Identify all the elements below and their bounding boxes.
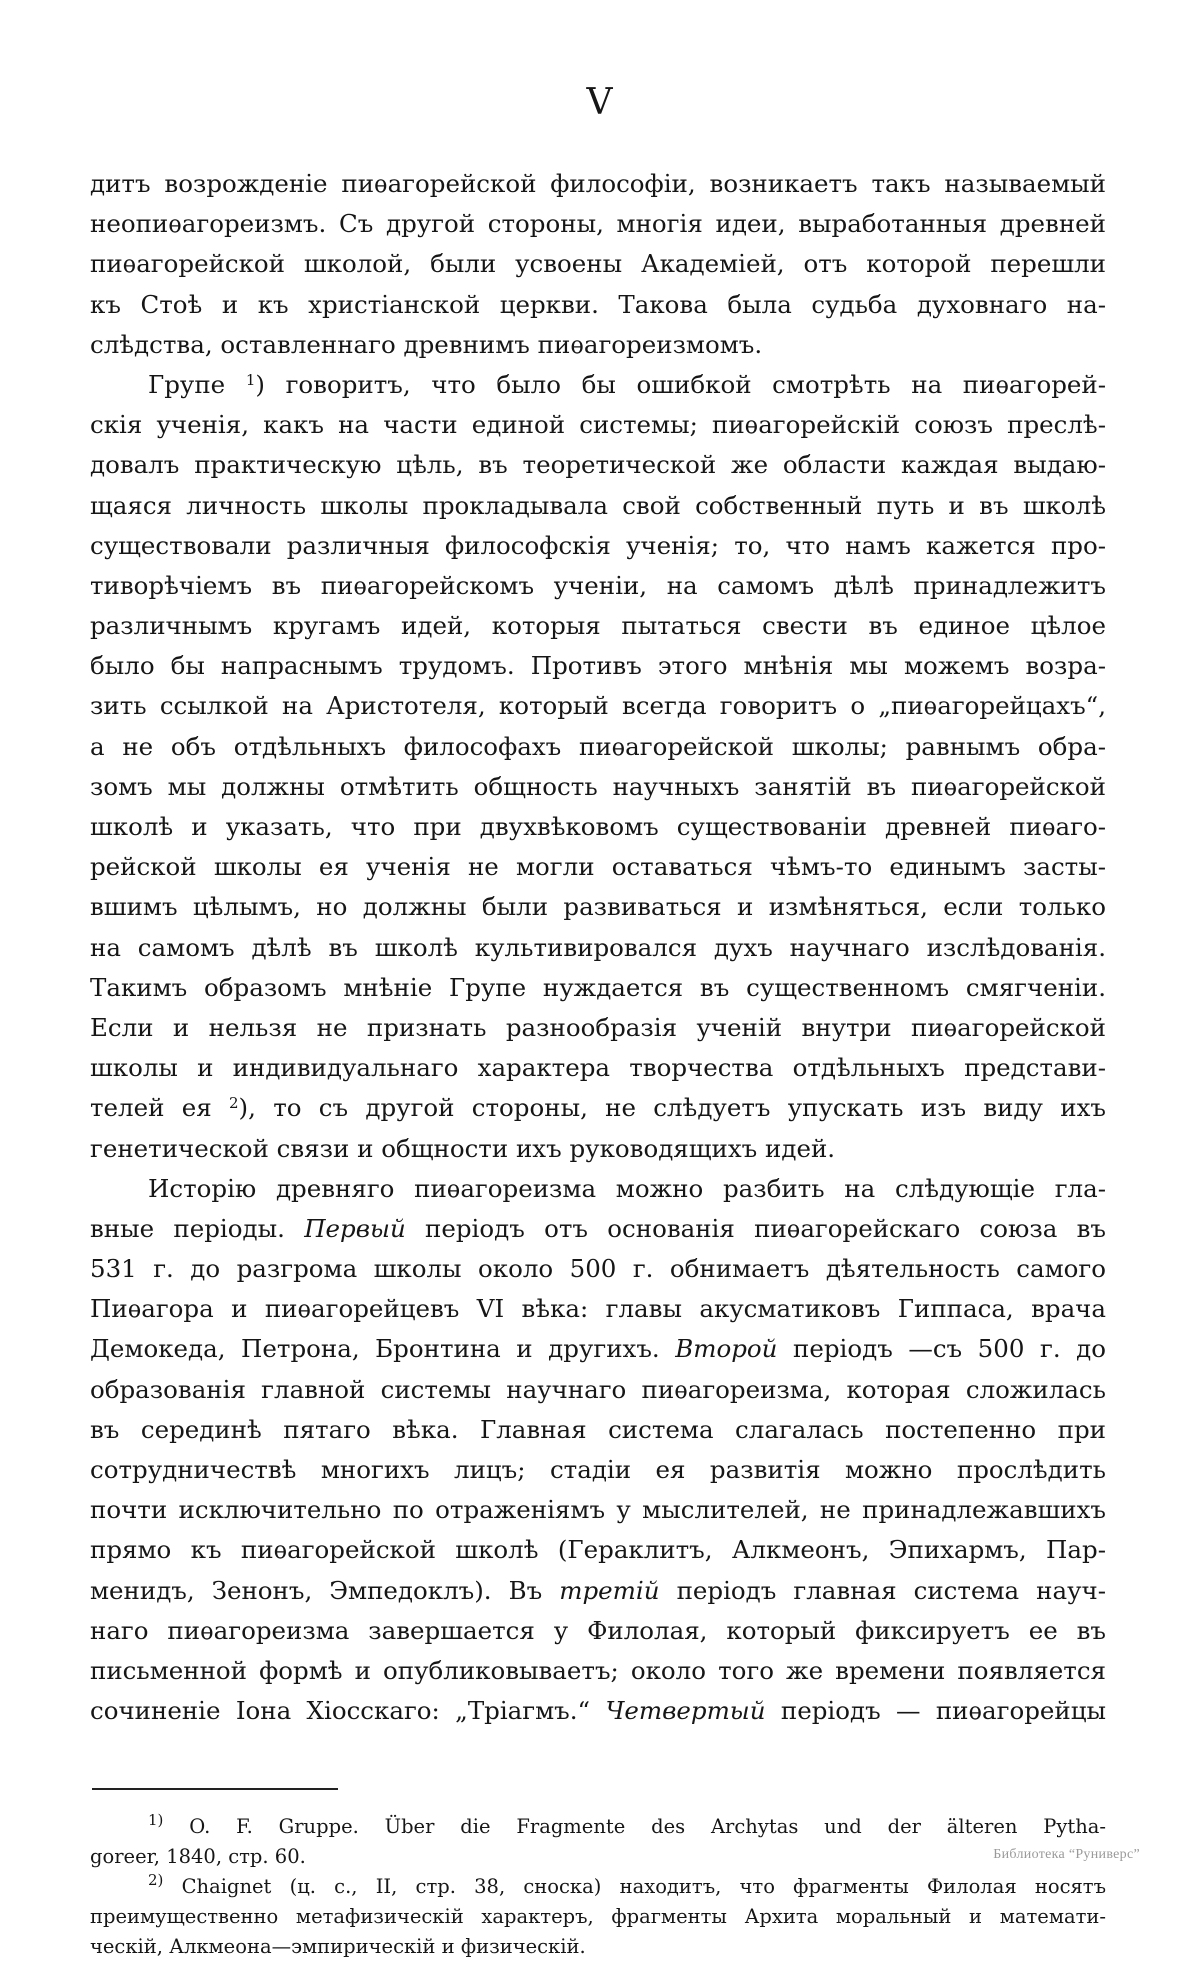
text-line: прямо къ пиѳагорейской школѣ (Гераклитъ, Алкмеонъ, Эпихармъ, Пар-	[90, 1535, 1106, 1565]
text-line: Если и нельзя не признать разнообразія ученій внутри пиѳагорейской	[90, 1012, 1106, 1042]
text-fragment: періодъ отъ основанія пиѳагорейскаго союза въ	[425, 1213, 1106, 1243]
text-fragment: Групе	[148, 369, 226, 399]
footnote-ref[interactable]: 1	[245, 370, 256, 389]
text-fragment: періодъ — пиѳагорейцы	[780, 1696, 1107, 1726]
text-line: скія ученія, какъ на части единой системы; пиѳагорейскій союзъ преслѣ-	[90, 410, 1106, 440]
text-line: письменной формѣ и опубликовываетъ; около того же времени появляется	[90, 1655, 1106, 1685]
text-line: сотрудничествѣ многихъ лицъ; стадіи ея развитія можно прослѣдить	[90, 1455, 1106, 1484]
period-term: Второй	[675, 1334, 778, 1364]
text-fragment: періодъ главная система науч-	[676, 1575, 1106, 1605]
text-line: Пиѳагора и пиѳагорейцевъ VI вѣка: главы акусматиковъ Гиппаса, врача	[90, 1294, 1106, 1324]
footnote-line: goreer, 1840, стр. 60.	[90, 1845, 306, 1868]
text-line: тиворѣчіемъ въ пиѳагорейскомъ ученіи, на самомъ дѣлѣ принадлежитъ	[90, 570, 1106, 600]
footnote-marker: 1)	[148, 1810, 164, 1829]
footnote-marker: 2)	[148, 1870, 164, 1889]
text-fragment: говоритъ, что было бы ошибкой смотрѣть на пиѳагорей-	[285, 369, 1106, 399]
footnote-line	[90, 1872, 1106, 1902]
text-fragment: періодъ —съ 500 г. до	[793, 1334, 1106, 1364]
text-line: зомъ мы должны отмѣтить общность научныхъ занятій въ пиѳагорейской	[90, 771, 1106, 801]
text-line: 531 г. до разгрома школы около 500 г. обнимаетъ дѣятельность самого	[90, 1254, 1106, 1284]
text-line: зить ссылкой на Аристотеля, который всегда говоритъ о „пиѳагорейцахъ“,	[90, 691, 1106, 721]
text-line	[90, 1571, 1106, 1611]
footnote-ref[interactable]: 2	[229, 1094, 239, 1113]
text-line: вшимъ цѣлымъ, но должны были развиваться и измѣняться, если только	[90, 892, 1106, 922]
footnote-divider	[92, 1788, 338, 1790]
text-line: Исторію древняго пиѳагореизма можно разбить на слѣдующіе гла-	[148, 1173, 1106, 1203]
text-line	[90, 1691, 1106, 1731]
text-line: а не объ отдѣльныхъ философахъ пиѳагорейской школы; равнымъ обра-	[90, 731, 1106, 761]
text-line: Такимъ образомъ мнѣніе Групе нуждается въ существенномъ смягченіи.	[90, 972, 1106, 1002]
text-line: школѣ и указать, что при двухвѣковомъ существованіи древней пиѳаго-	[90, 812, 1106, 841]
text-line: существовали различныя философскія ученія; то, что намъ кажется про-	[90, 530, 1106, 560]
text-line: было бы напраснымъ трудомъ. Противъ этого мнѣнія мы можемъ возра-	[90, 651, 1106, 681]
text-line: на самомъ дѣлѣ въ школѣ культивировался духъ научнаго изслѣдованія.	[90, 932, 1106, 962]
footnote-line: преимущественно метафизическій характеръ, фрагменты Архита моральный и математи-	[90, 1905, 1106, 1928]
period-term: Четвертый	[605, 1696, 766, 1726]
text-fragment: Демокеда, Петрона, Бронтина и другихъ.	[90, 1334, 660, 1364]
footnote-line: ческій, Алкмеона—эмпирическій и физическій.	[90, 1935, 586, 1958]
text-line: образованія главной системы научнаго пиѳагореизма, которая сложилась	[90, 1374, 1106, 1404]
footnote-text: Chaignet (ц. с., II, стр. 38, сноска) находитъ, что фрагменты Филолая носятъ	[181, 1875, 1106, 1898]
text-line: почти исключительно по отраженіямъ у мыслителей, не принадлежавшихъ	[90, 1495, 1106, 1525]
text-fragment: то съ другой стороны, не слѣдуетъ упускать изъ виду ихъ	[273, 1093, 1106, 1123]
text-fragment: вные періоды.	[90, 1213, 285, 1243]
main-text	[90, 164, 1106, 1731]
text-line: слѣдства, оставленнаго древнимъ пиѳагореизмомъ.	[90, 329, 763, 359]
text-line: школы и индивидуальнаго характера творчества отдѣльныхъ представи-	[90, 1053, 1106, 1083]
footnote-line	[90, 1812, 1106, 1842]
footnotes	[90, 1812, 1106, 1962]
text-line: неопиѳагореизмъ. Съ другой стороны, многія идеи, выработанныя древней	[90, 209, 1106, 239]
page-number: V	[586, 82, 614, 123]
period-term: третій	[559, 1575, 660, 1605]
text-line: наго пиѳагореизма завершается у Филолая, который фиксируетъ ее въ	[90, 1615, 1106, 1645]
text-line: къ Стоѣ и къ христіанской церкви. Такова была судьба духовнаго на-	[90, 289, 1106, 319]
text-line: дитъ возрожденіе пиѳагорейской философіи, возникаетъ такъ называемый	[90, 169, 1106, 198]
text-line	[90, 1209, 1106, 1249]
text-line: въ серединѣ пятаго вѣка. Главная система слагалась постепенно при	[90, 1414, 1106, 1444]
text-fragment: менидъ, Зенонъ, Эмпедоклъ). Въ	[90, 1575, 543, 1605]
text-line	[90, 1329, 1106, 1369]
period-term: Первый	[304, 1213, 406, 1243]
text-line: щаяся личность школы прокладывала свой собственный путь и въ школѣ	[90, 490, 1106, 520]
text-line: пиѳагорейской школой, были усвоены Академіей, отъ которой перешли	[90, 249, 1106, 279]
footnote-text: O. F. Gruppe. Über die Fragmente des Archytas und der älteren Pytha-	[189, 1815, 1107, 1838]
text-line: различнымъ кругамъ идей, которыя пытаться свести въ единое цѣлое	[90, 611, 1106, 641]
text-line: генетической связи и общности ихъ руководящихъ идей.	[90, 1133, 836, 1163]
library-watermark: Библиотека “Руниверс”	[993, 1847, 1140, 1862]
text-line: Групе $^1$) говоритъ, что было бы ошибкой смотрѣть на пиѳагорей-	[148, 369, 1106, 399]
text-line: телей ея $^2$), то съ другой стороны, не слѣдуетъ упускать изъ виду ихъ	[90, 1093, 1106, 1123]
text-fragment: телей ея	[90, 1093, 212, 1123]
text-line: довалъ практическую цѣль, въ теоретической же области каждая выдаю-	[90, 450, 1106, 480]
text-fragment: сочиненіе Іона Хіосскаго: „Тріагмъ.“	[90, 1696, 591, 1726]
text-line: рейской школы ея ученія не могли оставаться чѣмъ-то единымъ засты-	[90, 852, 1106, 882]
